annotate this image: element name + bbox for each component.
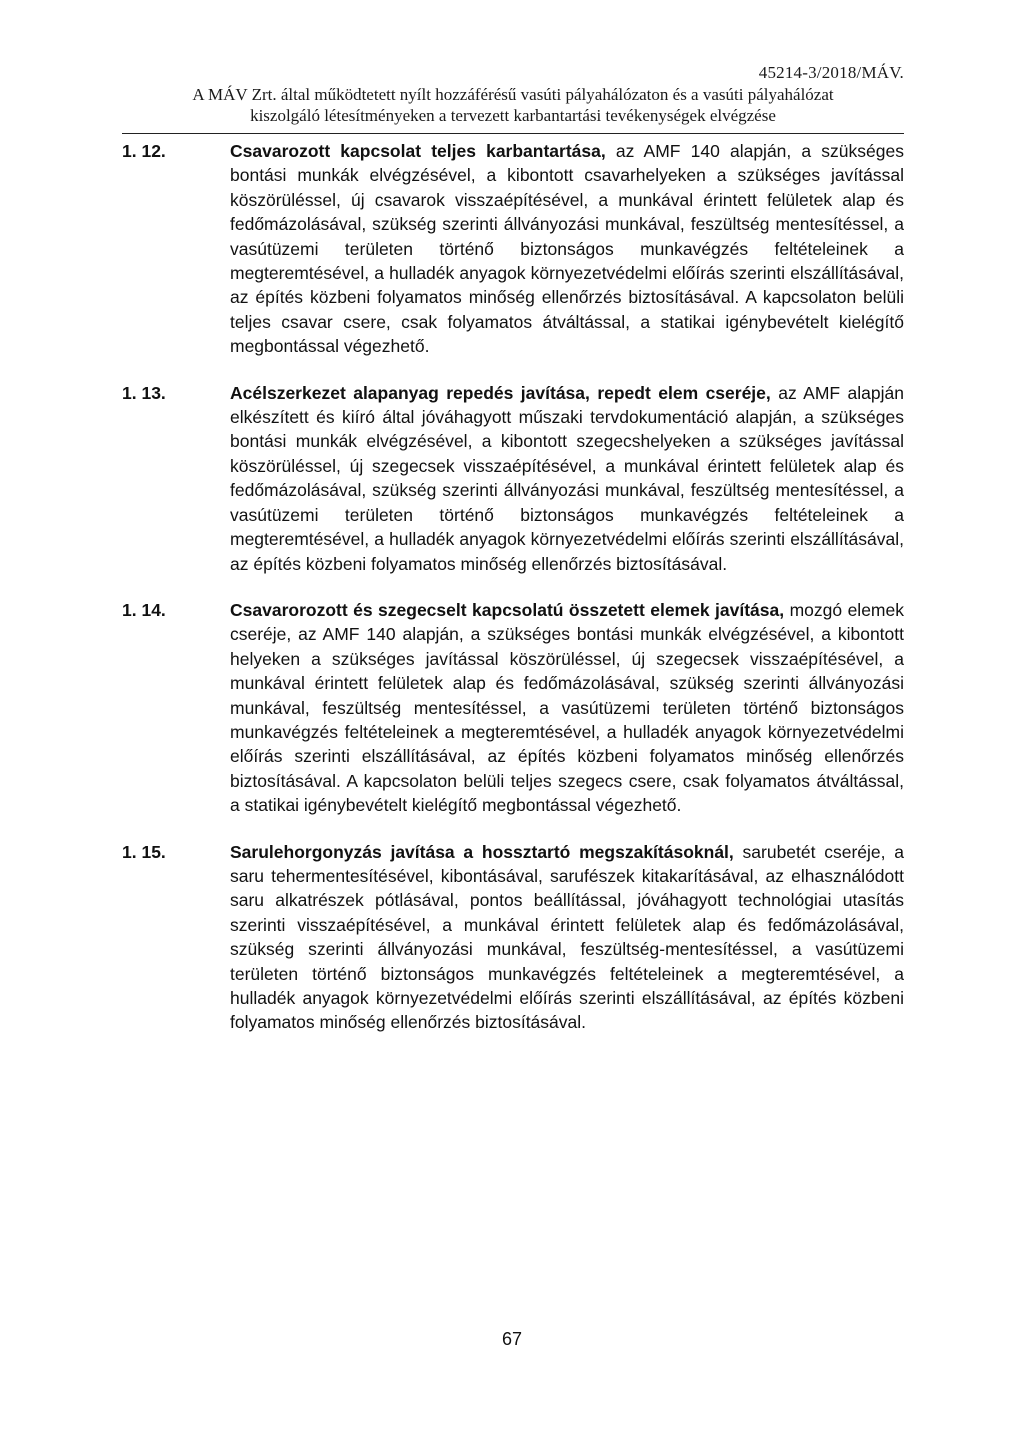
document-number: 45214-3/2018/MÁV. [758,63,904,82]
item-number: 1. 12. [122,141,166,161]
list-item [122,139,904,359]
item-body: az AMF alapján elkészített és kiíró által jóváhagyott műszaki tervdokumentáció alapján, a szükséges bontási munkák elvégzésével, a kibontott szegecshelyeken a szükséges javítással köszörüléssel, új szegecsek visszaépítésével, a munkával érintett felületek alap és fedőmázolásával, szükség szerinti állványozási munkával, feszültség mentesítéssel, a vasútüzemi területen történő biztonságos munkavégzés feltételeinek a megteremtésével, a hulladék anyagok környezetvédelmi előírás szerinti elszállításával, az építés közbeni folyamatos minőség ellenőrzés biztosításával. [230,382,904,574]
item-title: Acélszerkezet alapanyag repedés javítása, repedt elem cseréje, [230,382,771,403]
header-title-line-2: kiszolgáló létesítményeken a tervezett karbantartási tevékenységek elvégzése [250,106,776,125]
item-title: Csavarorozott és szegecselt kapcsolatú összetett elemek javítása, [230,599,785,620]
header-divider [122,133,904,134]
item-body: sarubetét cseréje, a saru tehermentesítésével, kibontásával, sarufészek kitakarításával, az elhasználódott saru alkatrészek pótlásával, pontos beállítással, jóváhagyott technológiai utasítás szerinti visszaépítésével, a munkával érintett felületek alap és fedőmázolásával, szükség szerinti állványozási munkával, feszültség-mentesítéssel, a vasútüzemi területen történő biztonságos munkavégzés feltételeinek a megteremtésével, a hulladék anyagok környezetvédelmi előírás szerinti elszállításával, az építés közbeni folyamatos minőség ellenőrzés biztosításával. [230,841,904,1033]
item-title: Csavarozott kapcsolat teljes karbantartása, [230,141,606,161]
item-text [230,381,904,576]
page-number: 67 [501,1329,523,1349]
header-title-line-1: A MÁV Zrt. által működtetett nyílt hozzáférésű vasúti pályahálózaton és a vasúti pályahálózat [192,85,834,104]
list-item [122,840,904,1035]
item-number: 1. 15. [122,841,166,862]
page-header [122,62,904,126]
item-body: az AMF 140 alapján, a szükséges bontási munkák elvégzésével, a kibontott csavarhelyeken a szükséges javítással köszörüléssel, új csavarok visszaépítésével, a munkával érintett felületek alap és fedőmázolásával, szükség szerinti állványozási munkával, feszültség mentesítéssel, a vasútüzemi területen történő biztonságos munkavégzés feltételeinek a megteremtésével, a hulladék anyagok környezetvédelmi előírás szerinti elszállításával, az építés közbeni folyamatos minőség ellenőrzés biztosításával. A kapcsolaton belüli teljes csavar csere, csak folyamatos átváltással, a statikai igénybevételt kielégítő megbontással végezhető. [230,141,904,357]
item-text [230,840,904,1035]
item-number: 1. 14. [122,599,166,620]
list-item [122,381,904,576]
item-list [122,139,904,1057]
item-text [230,598,904,818]
item-text [230,139,904,359]
item-number: 1. 13. [122,382,166,403]
item-title: Sarulehorgonyzás javítása a hossztartó megszakításoknál, [230,841,734,862]
list-item [122,598,904,818]
item-body: mozgó elemek cseréje, az AMF 140 alapján, a szükséges bontási munkák elvégzésével, a kibontott helyeken a szükséges javítással köszörüléssel, új szegecsek visszaépítésével, a munkával érintett felületek alap és fedőmázolásával, szükség szerinti állványozási munkával, feszültség mentesítéssel, a vasútüzemi területen történő biztonságos munkavégzés feltételeinek a megteremtésével, a hulladék anyagok környezetvédelmi előírás szerinti elszállításával, az építés közbeni folyamatos minőség ellenőrzés biztosításával. A kapcsolaton belüli teljes szegecs csere, csak folyamatos átváltással, a statikai igénybevételt kielégítő megbontással végezhető. [230,599,904,816]
